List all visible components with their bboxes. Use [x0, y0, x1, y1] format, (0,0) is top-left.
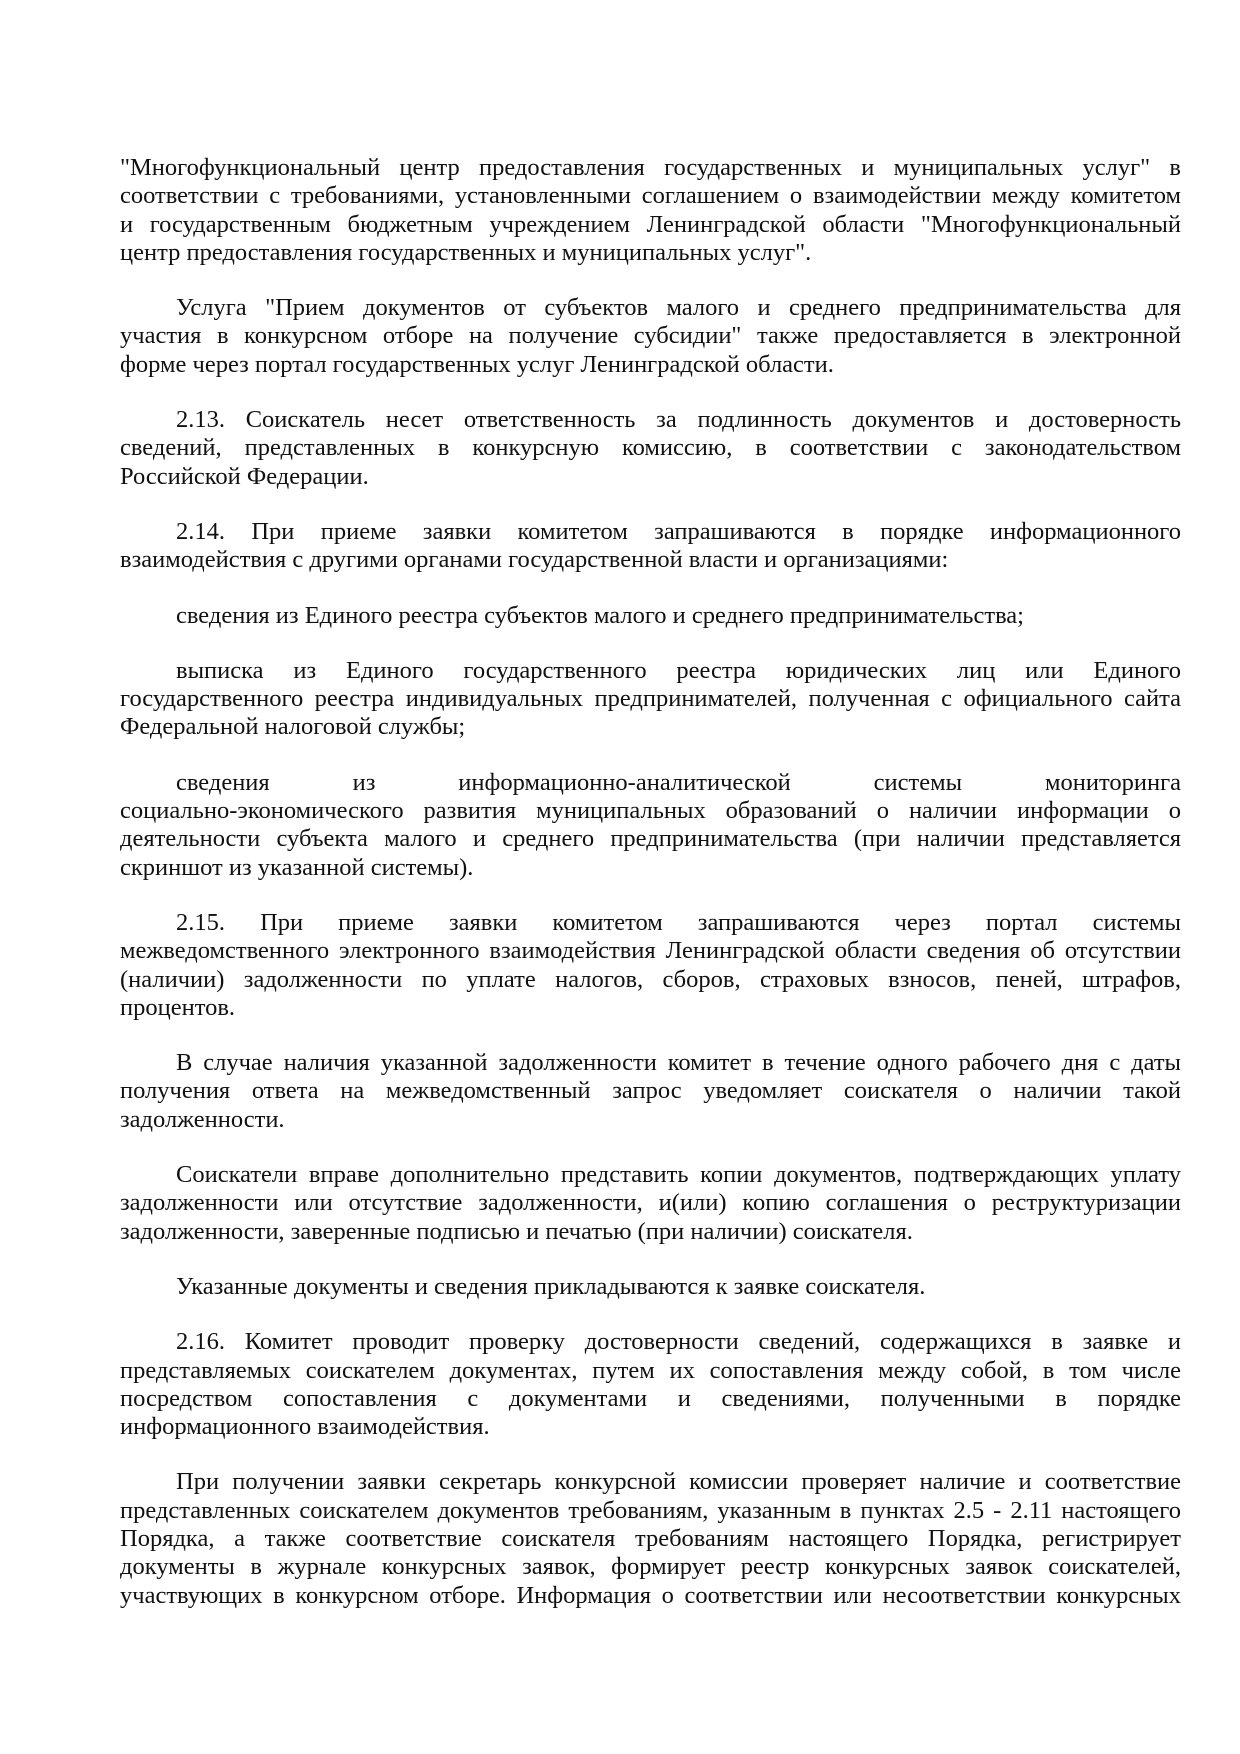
text-line: Федеральной налоговой службы; [120, 713, 466, 741]
text-line: участвующих в конкурсном отборе. Информация о соответствии или несоответствии конкурсных [120, 1581, 1181, 1609]
paragraph [120, 769, 1181, 882]
text-line: представляемых соискателем документах, путем их сопоставления между собой, в том числе [120, 1356, 1181, 1384]
text-line: получения ответа на межведомственный запрос уведомляет соискателя о наличии такой [120, 1077, 1181, 1105]
text-line: задолженности. [120, 1105, 285, 1133]
text-line: посредством сопоставления с документами и сведениями, полученными в порядке [120, 1384, 1181, 1412]
text-line: документы в журнале конкурсных заявок, формирует реестр конкурсных заявок соискателей, [120, 1553, 1181, 1581]
text-line: процентов. [120, 993, 236, 1021]
paragraph [120, 1468, 1181, 1609]
paragraph [120, 657, 1181, 742]
text-line: скриншот из указанной системы). [120, 853, 474, 881]
paragraph [120, 1049, 1181, 1134]
text-line: представленных соискателем документов требованиям, указанным в пунктах 2.5 - 2.11 настоящего [120, 1496, 1181, 1524]
text-line: 2.16. Комитет проводит проверку достоверности сведений, содержащихся в заявке и [176, 1328, 1181, 1356]
text-line: межведомственного электронного взаимодействия Ленинградской области сведения об отсутствии [120, 937, 1181, 965]
text-line: При получении заявки секретарь конкурсной комиссии проверяет наличие и соответствие [176, 1468, 1181, 1496]
text-line: соответствии с требованиями, установленными соглашением о взаимодействии между комитетом [120, 182, 1181, 210]
text-line: информационного взаимодействия. [120, 1413, 490, 1441]
document-page [120, 154, 1181, 1637]
text-line: В случае наличия указанной задолженности комитет в течение одного рабочего дня с даты [176, 1049, 1181, 1077]
text-line: участия в конкурсном отборе на получение субсидии" также предоставляется в электронной [120, 322, 1181, 350]
text-line: сведений, представленных в конкурсную комиссию, в соответствии с законодательством [120, 434, 1181, 462]
text-line: и государственным бюджетным учреждением Ленинградской области "Многофункциональный [120, 210, 1181, 238]
text-line: государственного реестра индивидуальных предпринимателей, полученная с официального сайта [120, 685, 1181, 713]
text-line: деятельности субъекта малого и среднего предпринимательства (при наличии представляется [120, 825, 1181, 853]
text-line: центр предоставления государственных и муниципальных услуг". [120, 238, 812, 266]
paragraph [120, 294, 1181, 379]
text-line: задолженности или отсутствие задолженности, и(или) копию соглашения о реструктуризации [120, 1189, 1181, 1217]
text-line: "Многофункциональный центр предоставления государственных и муниципальных услуг" в [120, 154, 1181, 181]
paragraph [120, 602, 1181, 630]
text-line: 2.14. При приеме заявки комитетом запрашиваются в порядке информационного [176, 517, 1181, 545]
paragraph [120, 1273, 1181, 1301]
text-line: (наличии) задолженности по уплате налогов, сборов, страховых взносов, пеней, штрафов, [120, 965, 1181, 993]
paragraph [120, 406, 1181, 491]
paragraph [120, 1328, 1181, 1441]
text-line: задолженности, заверенные подписью и печатью (при наличии) соискателя. [120, 1217, 913, 1245]
text-line: Услуга "Прием документов от субъектов малого и среднего предпринимательства для [176, 294, 1181, 322]
paragraph [120, 154, 1181, 267]
text-line: взаимодействия с другими органами государственной власти и организациями: [120, 546, 949, 574]
text-line: Порядка, а также соответствие соискателя требованиям настоящего Порядка, регистрирует [120, 1524, 1181, 1552]
text-line: сведения из Единого реестра субъектов малого и среднего предпринимательства; [176, 601, 1024, 629]
text-line: сведения из информационно-аналитической системы мониторинга [176, 768, 1181, 796]
text-line: Соискатели вправе дополнительно представить копии документов, подтверждающих уплату [176, 1161, 1181, 1189]
paragraph [120, 1161, 1181, 1246]
text-line: социально-экономического развития муниципальных образований о наличии информации о [120, 797, 1181, 825]
text-line: выписка из Единого государственного реестра юридических лиц или Единого [176, 656, 1181, 684]
text-line: Указанные документы и сведения прикладываются к заявке соискателя. [176, 1272, 926, 1300]
paragraph [120, 909, 1181, 1022]
text-line: форме через портал государственных услуг Ленинградской области. [120, 350, 834, 378]
text-line: 2.13. Соискатель несет ответственность за подлинность документов и достоверность [176, 406, 1181, 434]
text-line: Российской Федерации. [120, 462, 369, 490]
paragraph [120, 518, 1181, 575]
text-line: 2.15. При приеме заявки комитетом запрашиваются через портал системы [176, 908, 1181, 936]
